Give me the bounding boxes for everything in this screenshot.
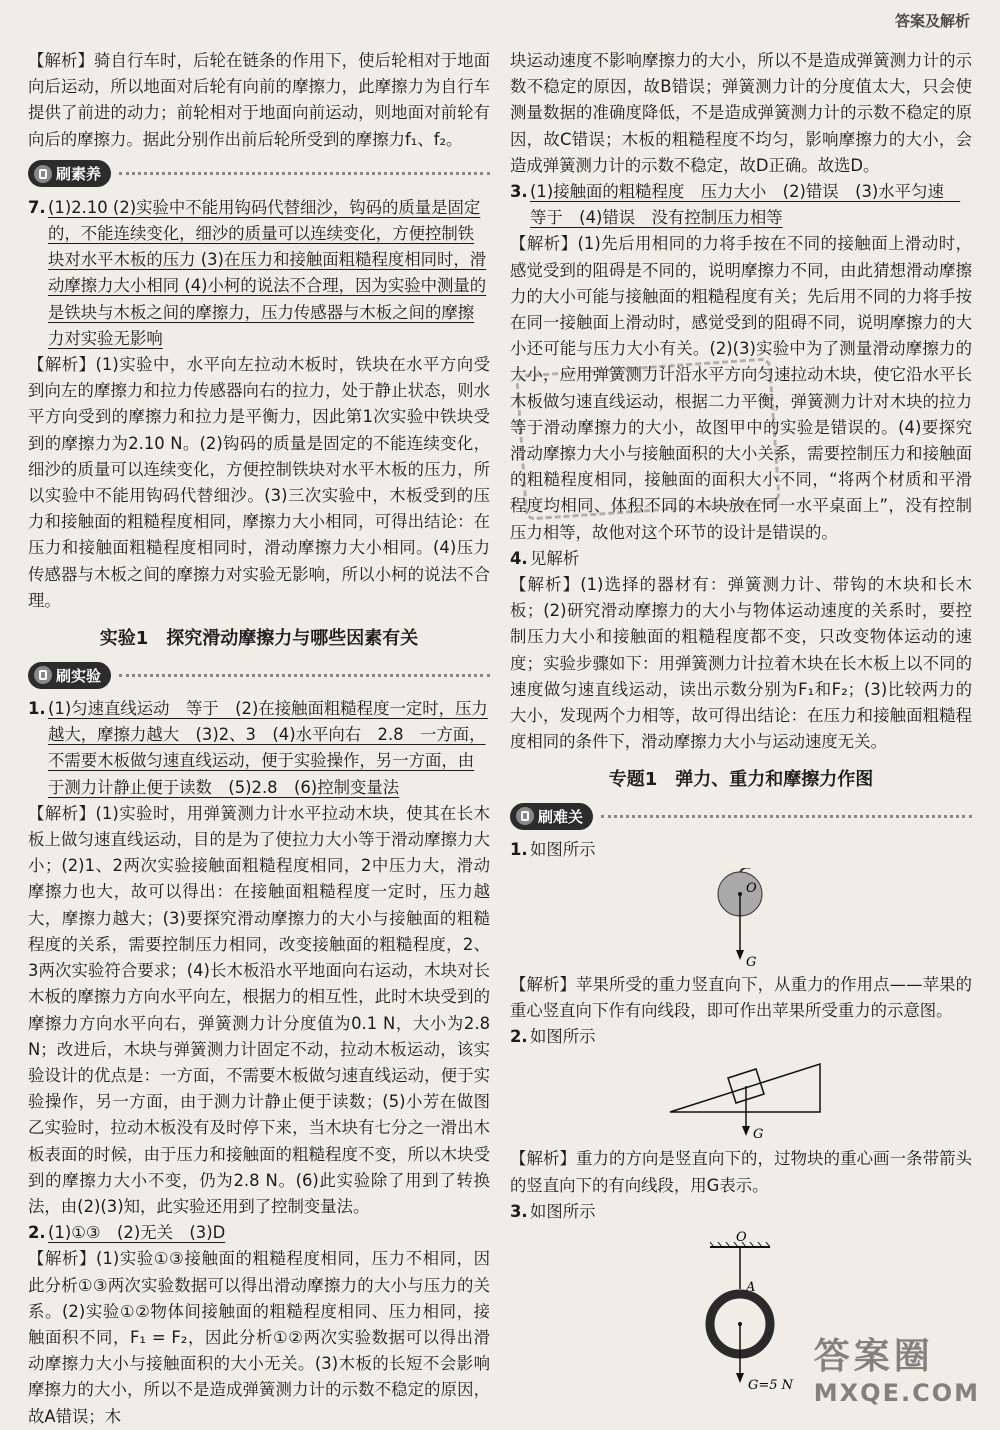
analysis-paragraph: 【解析】骑自行车时，后轮在链条的作用下，使后轮相对于地面向后运动，所以地面对后轮有向前的摩擦力，此摩擦力为自行车提供了前进的动力；前轮相对于地面向前运动，则地面对前轮有向后的摩擦力。据此分别作出前后轮所受到的摩擦力f₁、f₂。	[28, 51, 490, 149]
answer-text: (1)2.10 (2)实验中不能用钩码代替细沙，钩码的质量是固定的，不能连续变化，细沙的质量可以连续变化，方便控制铁块对水平木板的压力 (3)在压力和接触面粗糙程度相同时，滑动摩擦力大小相同 (4)小柯的说法不合理，因为实验中测量的是铁块与木板之间的摩擦力，压力传感器与木板之间的摩擦力对实验无影响	[48, 197, 487, 348]
question-number: 4.	[510, 548, 528, 568]
question-1	[28, 696, 490, 801]
divider	[119, 674, 490, 677]
analysis-paragraph: 块运动速度不影响摩擦力的大小，所以不是造成弹簧测力计的示数不稳定的原因，故B错误；弹簧测力计的分度值太大，只会使测量数据的准确度降低，不是造成弹簧测力计的示数不稳定的原因，故C错误；木板的粗糙程度不均匀，影响摩擦力的大小，会造成弹簧测力计的示数不稳定，故D正确。故选D。	[510, 51, 972, 175]
section-label: 刷实验	[56, 666, 102, 685]
question-4	[510, 546, 972, 572]
section-label: 刷素养	[56, 165, 102, 184]
analysis-paragraph: 【解析】(1)实验①③接触面的粗糙程度相同，压力不相同，因此分析①③两次实验数据可以得出滑动摩擦力的大小与压力的关系。(2)实验①②物体间接触面的粗糙程度相同、压力相同，接触面积不同，F₁ = F₂，因此分析①②两次实验数据可以得出滑动摩擦力大小与接触面积的大小无关。(3)木板的长短不会影响摩擦力的大小，所以不是造成弹簧测力计的示数不稳定的原因，故A错误；木	[28, 1249, 490, 1426]
incline-shape	[670, 1064, 820, 1112]
question-number: 3.	[510, 1201, 528, 1221]
label-g: G=5 N	[748, 1377, 794, 1393]
answer-text: 如图所示	[530, 1027, 596, 1047]
diagram-question-3	[510, 1199, 972, 1225]
stamp-mark	[515, 357, 781, 521]
section-badge	[510, 803, 593, 830]
answer-text: (1)匀速直线运动 等于 (2)在接触面粗糙程度一定时，压力越大，摩擦力越大 (3)2、3 (4)水平向右 2.8 一方面，不需要木板做匀速直线运动，便于实验操作，另一方面，由于测力计静止便于读数 (5)2.8 (6)控制变量法	[48, 699, 488, 797]
answer-text: (1)①③ (2)无关 (3)D	[48, 1223, 226, 1243]
label-a: A	[746, 1279, 756, 1295]
question-number: 1.	[510, 840, 528, 860]
question-3	[510, 179, 972, 231]
book-icon	[34, 165, 52, 183]
arrow-head-icon	[736, 950, 744, 960]
answer-text: 如图所示	[530, 1201, 596, 1221]
incline-gravity-diagram	[510, 1054, 972, 1142]
diagram-question-2	[510, 1024, 972, 1050]
section-bar-suyang	[28, 157, 490, 191]
analysis-paragraph: 【解析】(1)实验时，用弹簧测力计水平拉动木块，使其在长木板上做匀速直线运动，目的是为了使拉力大小等于滑动摩擦力大小；(2)1、2两次实验接触面粗糙程度相同，2中压力大，滑动摩擦力也大，故可以得出：在接触面粗糙程度一定时，压力越大，摩擦力越大；(3)要探究滑动摩擦力的大小与接触面的粗糙程度的关系，需要控制压力相同，改变接触面的粗糙程度，2、3两次实验符合要求；(4)长木板沿水平地面向右运动，木块对长木板的摩擦力方向水平向左，根据力的相互性，此时木块受到的摩擦力方向水平向右，弹簧测力计分度值为0.1 N，大小为2.8 N；改进后，木块与弹簧测力计固定不动，拉动木板运动，该实验设计的优点是：一方面，不需要木板做匀速直线运动，便于实验操作，另一方面，由于测力计静止便于读数；(5)小芳在做图乙实验时，拉动木板没有及时停下来，当木块有七分之一滑出木板表面的时候，由于压力和接触面的粗糙程度不变，所以木块受到的摩擦力大小不变，仍为2.8 N。(6)此实验除了用到了转换法，由(2)(3)知，此实验还用到了控制变量法。	[28, 803, 490, 1216]
book-icon	[34, 666, 52, 684]
question-number: 2.	[510, 1027, 528, 1047]
topic-title: 专题1 弹力、重力和摩擦力作图	[608, 769, 874, 791]
right-column	[510, 48, 972, 1403]
left-column	[28, 48, 490, 1430]
experiment-title: 实验1 探究滑动摩擦力与哪些因素有关	[99, 628, 419, 650]
section-bar-shiyan	[28, 658, 490, 692]
analysis-paragraph: 【解析】(1)先后用相同的力将手按在不同的接触面上滑动时，感觉受到的阻碍是不同的，说明摩擦力不同，由此猜想滑动摩擦力的大小可能与接触面的粗糙程度有关；先后用不同的力将手按在同一接触面上滑动时，感觉受到的阻碍不同，说明摩擦力的大小还可能与压力大小有关。(2)(3)实验中为了测量滑动摩擦力的大小，应用弹簧测力计沿水平方向匀速拉动木块，使它沿水平长木板做匀速直线运动，根据二力平衡，弹簧测力计对木块的拉力等于滑动摩擦力的大小，故图甲中的实验是错误的。(4)要探究滑动摩擦力大小与接触面积的大小关系，需要控制压力和接触面的粗糙程度相同，接触面的面积大小不同，“将两个材质和平滑程度均相同、体积不同的木块放在同一水平桌面上”，没有控制压力相等，故他对这个环节的设计是错误的。	[510, 234, 972, 542]
question-number: 1.	[28, 699, 46, 719]
watermark-top: 答案圈	[813, 1336, 934, 1377]
watermark-bottom: MXQE.COM	[813, 1379, 980, 1407]
label-g: G	[753, 1127, 764, 1143]
watermark	[814, 1328, 980, 1407]
analysis-paragraph: 【解析】重力的方向是竖直向下的，过物块的重心画一条带箭头的竖直向下的有向线段，用G表示。	[510, 1149, 972, 1195]
question-2	[28, 1220, 490, 1246]
answer-text: 如图所示	[530, 840, 596, 860]
section-bar-nanguan	[510, 799, 972, 833]
label-o: O	[746, 880, 757, 896]
section-label: 刷难关	[538, 807, 584, 826]
question-number: 2.	[28, 1223, 46, 1243]
section-badge	[28, 662, 111, 689]
diagram-question-1	[510, 837, 972, 863]
question-number: 3.	[510, 182, 528, 202]
apple-stem	[740, 868, 750, 872]
apple-gravity-diagram	[510, 868, 972, 968]
answer-text: (1)接触面的粗糙程度 压力大小 (2)错误 (3)水平匀速 等于 (4)错误 没有控制压力相等	[530, 182, 961, 228]
page-header: 答案及解析	[894, 12, 970, 30]
apple-figure	[510, 868, 972, 968]
answer-text: 见解析	[530, 548, 580, 568]
analysis-paragraph: 【解析】(1)选择的器材有：弹簧测力计、带钩的木块和长木板；(2)研究滑动摩擦力的大小与物体运动速度的关系时，要控制压力大小和接触面的粗糙程度都不变，只改变物体运动的速度；实验步骤如下：用弹簧测力计拉着木块在长木板上以不同的速度做匀速直线运动，读出示数分别为F₁和F₂；(3)比较两力的大小，发现两个力相等，故可得出结论：在压力和接触面粗糙程度相同的条件下，滑动摩擦力大小与运动速度无关。	[510, 575, 972, 752]
divider	[119, 172, 490, 175]
question-7	[28, 195, 490, 352]
divider	[601, 815, 972, 818]
analysis-paragraph: 【解析】苹果所受的重力竖直向下，从重力的作用点——苹果的重心竖直向下作有向线段，即可作出苹果所受重力的示意图。	[510, 974, 972, 1020]
question-number: 7.	[28, 197, 46, 217]
book-icon	[516, 807, 534, 825]
section-badge	[28, 160, 111, 187]
incline-figure	[510, 1054, 972, 1142]
arrow-head-icon	[742, 1126, 750, 1136]
arrow-head-icon	[736, 1373, 744, 1383]
analysis-paragraph: 【解析】(1)实验中，水平向左拉动木板时，铁块在水平方向受到向左的摩擦力和拉力传感器向右的拉力，处于静止状态，则水平方向受到的摩擦力和拉力是平衡力，因此第1次实验中铁块受到的摩擦力为2.10 N。(2)钩码的质量是固定的不能连续变化，细沙的质量可以连续变化，方便控制铁块对水平木板的压力，所以实验中不能用钩码代替细沙。(3)三次实验中，木板受到的压力和接触面的粗糙程度相同，摩擦力大小相同，可得出结论：在压力和接触面粗糙程度相同时，滑动摩擦力大小相同。(4)压力传感器与木板之间的摩擦力对实验无影响，所以小柯的说法不合理。	[28, 355, 490, 610]
label-g: G	[746, 954, 757, 968]
label-o: O	[736, 1229, 747, 1245]
